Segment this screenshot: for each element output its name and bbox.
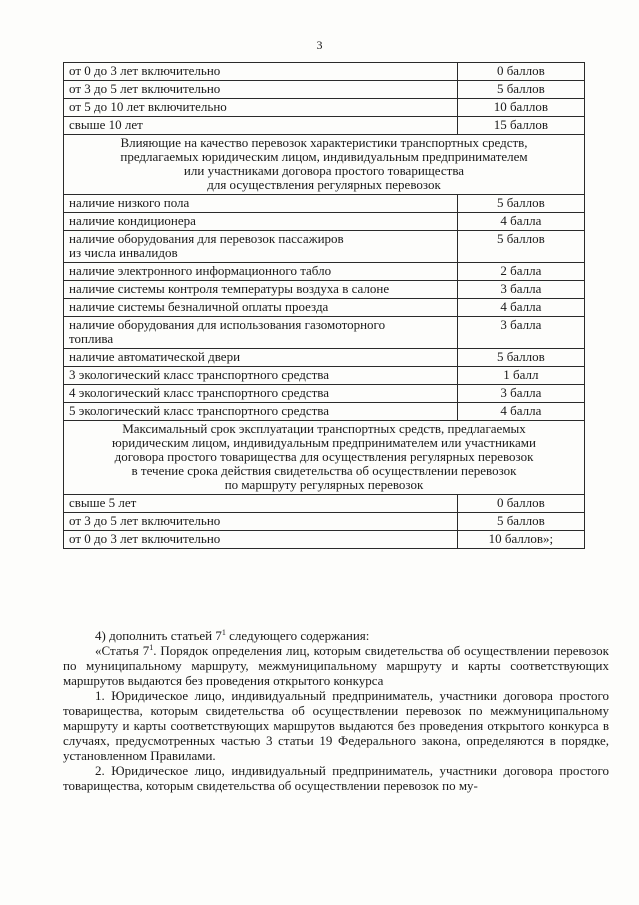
table-row (64, 63, 585, 81)
section-header-vehicle-characteristics (64, 135, 585, 195)
body-text (63, 628, 609, 793)
paragraph-1: 1. Юридическое лицо, индивидуальный предприниматель, участники договора простого товарищества, которым свидетельства об осуществлении перевозок по межмуниципальному маршруту и карты соответствующих маршрутов выдаются без проведения открытого конкурса в случаях, предусмотренных частью 3 статьи 19 Федерального закона, определяются в порядке, установленном Правилами. (63, 688, 609, 763)
label-line: 4 экологический класс транспортного средства (69, 385, 330, 400)
criterion-score: 0 баллов (457, 495, 584, 513)
table-row (64, 213, 585, 231)
criterion-label: от 0 до 3 лет включительно (64, 63, 458, 81)
label-line: наличие системы контроля температуры воздуха в салоне (69, 281, 390, 296)
label-line: наличие низкого пола (69, 195, 190, 210)
table-row (64, 81, 585, 99)
label-line: наличие кондиционера (69, 213, 196, 228)
table-row (64, 531, 585, 549)
header-line: в течение срока действия свидетельства об осуществлении перевозок (131, 463, 517, 478)
table-row (64, 513, 585, 531)
criterion-label: от 3 до 5 лет включительно (64, 81, 458, 99)
criterion-score: 1 балл (457, 367, 584, 385)
criterion-score: 5 баллов (457, 513, 584, 531)
criterion-score: 5 баллов (457, 231, 584, 263)
criterion-score: 15 баллов (457, 117, 584, 135)
header-line: предлагаемых юридическим лицом, индивидуальным предпринимателем (120, 149, 528, 164)
criterion-score: 5 баллов (457, 81, 584, 99)
label-line: топлива (69, 331, 114, 346)
criterion-label (64, 263, 458, 281)
page-number: 3 (316, 38, 323, 52)
label-line: наличие автоматической двери (69, 349, 241, 364)
criterion-label: свыше 10 лет (64, 117, 458, 135)
table-row (64, 263, 585, 281)
table-row (64, 385, 585, 403)
header-line: договора простого товарищества для осуществления регулярных перевозок (114, 449, 534, 464)
criterion-label (64, 231, 458, 263)
criterion-label (64, 367, 458, 385)
criterion-score: 3 балла (457, 317, 584, 349)
criterion-label (64, 349, 458, 367)
criterion-label (64, 385, 458, 403)
criterion-label (64, 281, 458, 299)
criterion-score: 4 балла (457, 403, 584, 421)
label-line: наличие системы безналичной оплаты проезда (69, 299, 329, 314)
criterion-score: 10 баллов»; (457, 531, 584, 549)
scoring-table (63, 62, 585, 549)
label-line: 5 экологический класс транспортного средства (69, 403, 330, 418)
table-row (64, 99, 585, 117)
criterion-label: свыше 5 лет (64, 495, 458, 513)
label-line: 3 экологический класс транспортного средства (69, 367, 330, 382)
section-header-row (64, 421, 585, 495)
table-row (64, 367, 585, 385)
criterion-label: от 3 до 5 лет включительно (64, 513, 458, 531)
table-row (64, 403, 585, 421)
table-row (64, 299, 585, 317)
table-row (64, 117, 585, 135)
criterion-score: 4 балла (457, 213, 584, 231)
criterion-label (64, 299, 458, 317)
criterion-score: 5 баллов (457, 349, 584, 367)
header-line: для осуществления регулярных перевозок (207, 177, 441, 192)
label-line: наличие электронного информационного табло (69, 263, 332, 278)
criterion-score: 2 балла (457, 263, 584, 281)
table-row (64, 281, 585, 299)
table-row (64, 317, 585, 349)
article-title-paragraph (63, 643, 609, 688)
superscript: 1 (149, 643, 154, 652)
item-4-text: 4) дополнить статьей 7 (95, 628, 222, 643)
criterion-score: 5 баллов (457, 195, 584, 213)
article-title-start: «Статья 7 (95, 643, 150, 658)
label-line: наличие оборудования для перевозок пассажиров (69, 231, 344, 246)
header-line: или участниками договора простого товарищества (183, 163, 465, 178)
criterion-label: от 0 до 3 лет включительно (64, 531, 458, 549)
table-row (64, 349, 585, 367)
criterion-label (64, 195, 458, 213)
superscript: 1 (221, 628, 226, 637)
header-line: Максимальный срок эксплуатации транспортных средств, предлагаемых (122, 421, 526, 436)
paragraph-2: 2. Юридическое лицо, индивидуальный предприниматель, участники договора простого товарищества, которым свидетельства об осуществлении перевозок по му- (63, 763, 609, 793)
header-line: Влияющие на качество перевозок характеристики транспортных средств, (120, 135, 528, 150)
label-line: наличие оборудования для использования газомоторного (69, 317, 386, 332)
criterion-score: 10 баллов (457, 99, 584, 117)
criterion-label (64, 403, 458, 421)
header-line: юридическим лицом, индивидуальным предпринимателем или участниками (112, 435, 536, 450)
item-4-paragraph (63, 628, 609, 643)
section-header-row (64, 135, 585, 195)
table-row (64, 495, 585, 513)
header-line: по маршруту регулярных перевозок (224, 477, 424, 492)
criterion-label: от 5 до 10 лет включительно (64, 99, 458, 117)
label-line: из числа инвалидов (69, 245, 178, 260)
criterion-score: 4 балла (457, 299, 584, 317)
table-row (64, 231, 585, 263)
section-header-max-service-life (64, 421, 585, 495)
criterion-score: 0 баллов (457, 63, 584, 81)
criterion-label (64, 317, 458, 349)
table-row (64, 195, 585, 213)
criterion-score: 3 балла (457, 281, 584, 299)
criterion-label (64, 213, 458, 231)
item-4-text-end: следующего содержания: (225, 628, 370, 643)
criterion-score: 3 балла (457, 385, 584, 403)
article-title-rest: . Порядок определения лиц, которым свидетельства об осуществлении перевозок по муниципальному маршруту, межмуниципальному маршруту и карты соответствующих маршрутов выдаются без проведения открытого конкурса (63, 643, 609, 688)
